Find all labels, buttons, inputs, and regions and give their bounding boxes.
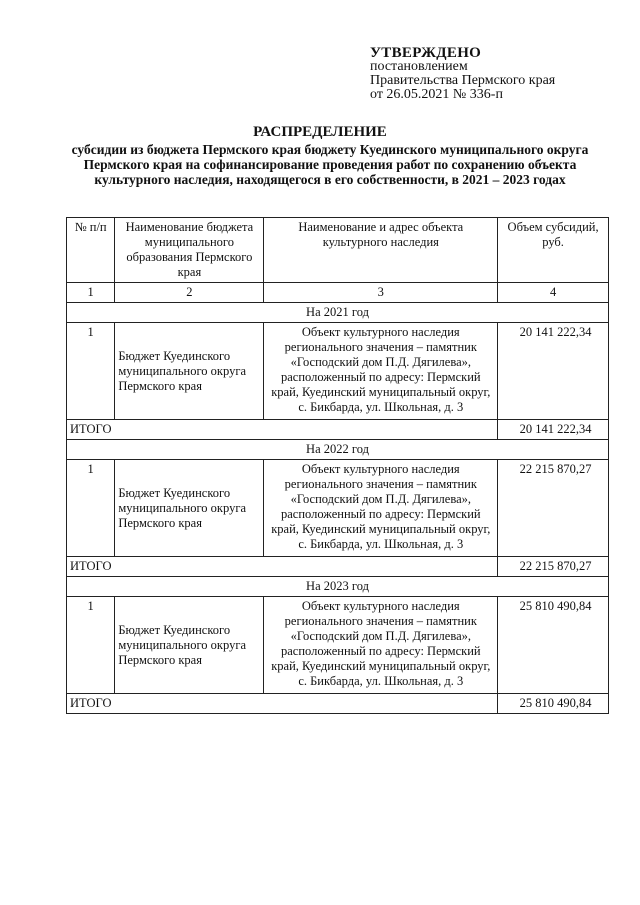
- year-label: На 2021 год: [67, 303, 609, 323]
- header-object: Наименование и адрес объекта культурного наследия: [264, 218, 498, 283]
- row-num: 1: [67, 323, 115, 420]
- total-amount: 20 141 222,34: [498, 420, 609, 440]
- subsidy-amount: 20 141 222,34: [498, 323, 609, 420]
- subsidy-amount: 22 215 870,27: [498, 460, 609, 557]
- column-number: 4: [498, 283, 609, 303]
- document-subtitle: субсидии из бюджета Пермского края бюджету Куединского муниципального округа Пермского края на софинансирование проведения работ по сохранению объекта культурного наследия, находящегося в его собственности, в 2021 – 2023 годах: [71, 142, 589, 187]
- table-row: [67, 460, 609, 557]
- total-row: [67, 420, 609, 440]
- total-label: ИТОГО: [67, 420, 498, 440]
- year-label: На 2022 год: [67, 440, 609, 460]
- column-number: 2: [115, 283, 264, 303]
- approval-line: Правительства Пермского края: [370, 73, 556, 88]
- year-row: [67, 577, 609, 597]
- column-number: 3: [264, 283, 498, 303]
- total-label: ИТОГО: [67, 557, 498, 577]
- budget-name: Бюджет Куединского муниципального округа Пермского края: [115, 323, 264, 420]
- header-budget: Наименование бюджета муниципального образования Пермского края: [115, 218, 264, 283]
- header-amount: Объем субсидий, руб.: [498, 218, 609, 283]
- column-number-row: [67, 283, 609, 303]
- document-title: РАСПРЕДЕЛЕНИЕ: [253, 124, 387, 140]
- table-row: [67, 323, 609, 420]
- approval-line: от 26.05.2021 № 336-п: [370, 87, 503, 102]
- header-num: № п/п: [67, 218, 115, 283]
- total-amount: 25 810 490,84: [498, 694, 609, 714]
- approval-heading: УТВЕРЖДЕНО: [370, 45, 482, 61]
- table-header-row: [67, 218, 609, 283]
- distribution-table: [66, 217, 609, 714]
- column-number: 1: [67, 283, 115, 303]
- budget-name: Бюджет Куединского муниципального округа Пермского края: [115, 597, 264, 694]
- total-row: [67, 557, 609, 577]
- approval-line: постановлением: [370, 59, 468, 74]
- year-row: [67, 303, 609, 323]
- object-description: Объект культурного наследия регионального значения – памятник «Господский дом П.Д. Дягилева», расположенный по адресу: Пермский край, Куединский муниципальный округ, с. Бикбарда, ул. Школьная, д. 3: [264, 460, 498, 557]
- budget-name: Бюджет Куединского муниципального округа Пермского края: [115, 460, 264, 557]
- total-row: [67, 694, 609, 714]
- subsidy-amount: 25 810 490,84: [498, 597, 609, 694]
- table-row: [67, 597, 609, 694]
- year-row: [67, 440, 609, 460]
- total-amount: 22 215 870,27: [498, 557, 609, 577]
- total-label: ИТОГО: [67, 694, 498, 714]
- approval-stamp: [370, 46, 630, 102]
- year-label: На 2023 год: [67, 577, 609, 597]
- row-num: 1: [67, 460, 115, 557]
- row-num: 1: [67, 597, 115, 694]
- object-description: Объект культурного наследия регионального значения – памятник «Господский дом П.Д. Дягилева», расположенный по адресу: Пермский край, Куединский муниципальный округ, с. Бикбарда, ул. Школьная, д. 3: [264, 323, 498, 420]
- object-description: Объект культурного наследия регионального значения – памятник «Господский дом П.Д. Дягилева», расположенный по адресу: Пермский край, Куединский муниципальный округ, с. Бикбарда, ул. Школьная, д. 3: [264, 597, 498, 694]
